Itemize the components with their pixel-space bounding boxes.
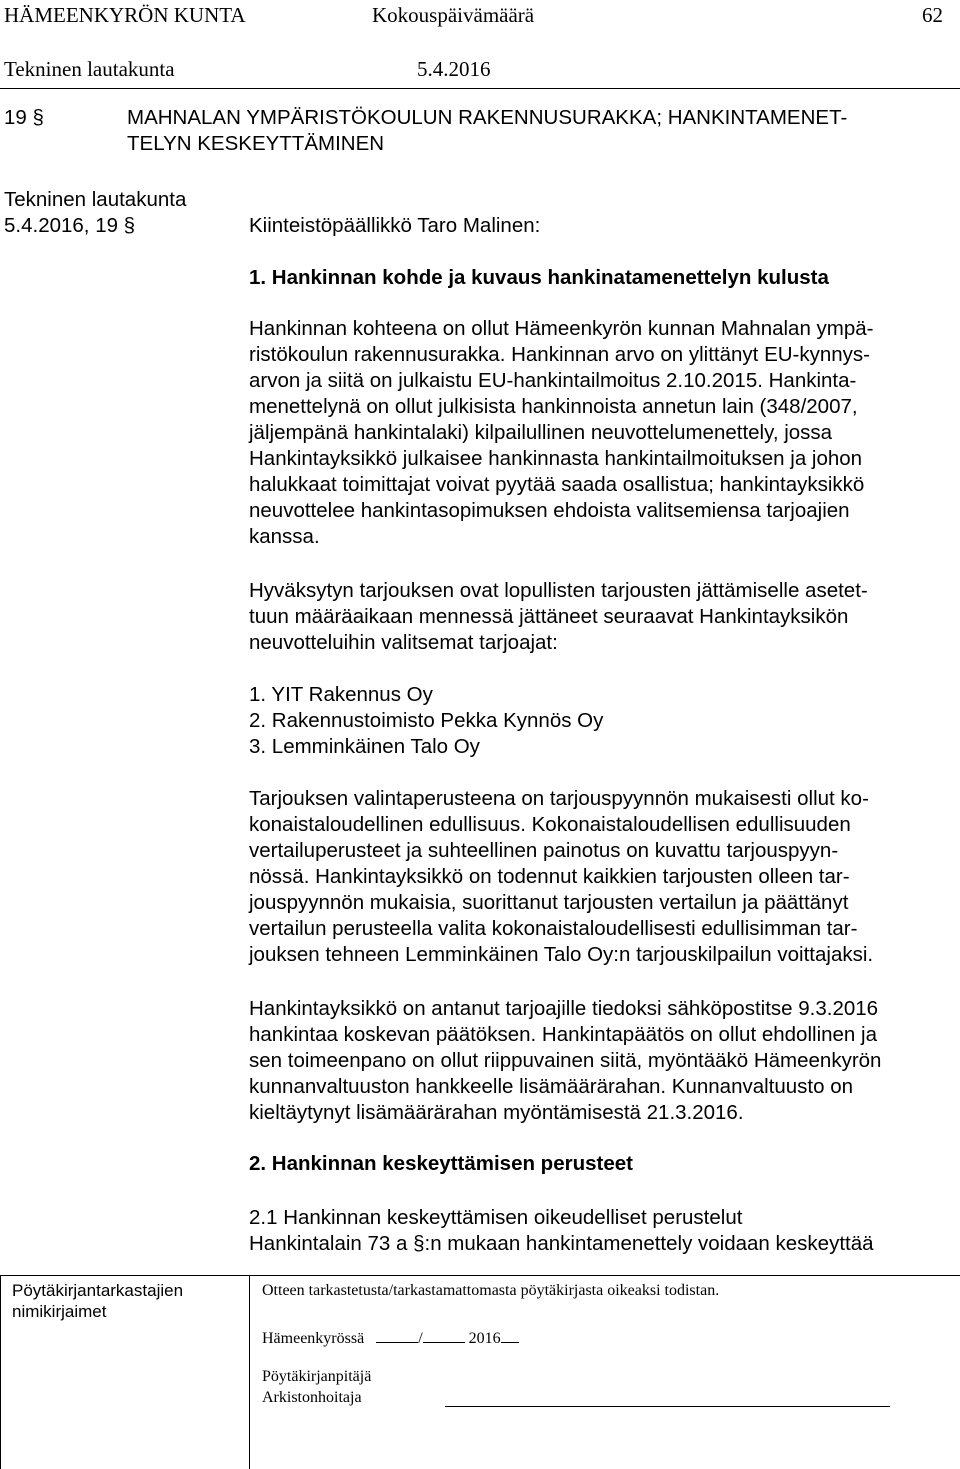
prior-committee: Tekninen lautakunta <box>4 188 187 211</box>
prior-reference: 5.4.2016, 19 § <box>4 214 136 237</box>
footer-top-rule <box>0 1275 960 1276</box>
paragraph-decision-notice: Hankintayksikkö on antanut tarjoajille tiedoksi sähköpostitse 9.3.2016 hankintaa koskevan päätöksen. Hankintapäätös on ollut ehdollinen ja sen toimeenpano on ollut riippuvainen siitä, myöntääkö Hämeenkyrön kunnanvaltuuston hankkeelle lisämäärärahan. Kunnanvaltuusto on kieltäytynyt lisämäärärahan myöntämisestä 21.3.2016. <box>249 997 882 1124</box>
header-divider <box>0 88 960 89</box>
footer-label-line-1: Pöytäkirjantarkastajien <box>12 1281 184 1300</box>
keeper-label-1: Pöytäkirjanpitäjä <box>262 1368 372 1385</box>
item-title-line-1: MAHNALAN YMPÄRISTÖKOULUN RAKENNUSURAKKA; HANKINTAMENET- <box>127 106 848 129</box>
certification-text: Otteen tarkastetusta/tarkastamattomasta pöytäkirjasta oikeaksi todistan. <box>262 1282 720 1299</box>
paragraph-bidders-intro: Hyväksytyn tarjouksen ovat lopullisten tarjousten jättämiselle asetet- tuun määräaikaan mennessä jättäneet seuraavat Hankintayksikön neuvotteluihin valitsemat tarjoajat: <box>249 579 868 654</box>
month-blank[interactable] <box>423 1325 465 1343</box>
keeper-label-2: Arkistonhoitaja <box>262 1389 362 1406</box>
footer-left-border <box>0 1275 1 1469</box>
presenter: Kiinteistöpäällikkö Taro Malinen: <box>249 214 541 237</box>
list-item: 1. YIT Rakennus Oy <box>249 683 433 706</box>
list-item: 2. Rakennustoimisto Pekka Kynnös Oy <box>249 709 604 732</box>
meeting-date: 5.4.2016 <box>417 57 491 81</box>
bidders-list <box>249 682 949 760</box>
committee-name: Tekninen lautakunta <box>4 57 175 81</box>
paragraph-procurement-description: Hankinnan kohteena on ollut Hämeenkyrön kunnan Mahnalan ympä- ristökoulun rakennusurakka. Hankinnan arvo on ylittänyt EU-kynnys- arvon ja siitä on julkaistu EU-hankintailmoitus 2.10.2015. Hankinta- menettelynä on ollut julkisista hankinnoista annetun lain (348/2007, jäljempänä hankintalaki) kilpailullinen neuvottelumenettely, jossa Hankintayksikkö julkaisee hankinnasta hankintailmoituksen ja johon halukkaat toimittajat voivat pyytää saada osallistua; hankintayksikkö neuvottelee hankintasopimuksen ehdoista valitsemiensa tarjoajien kanssa. <box>249 317 874 548</box>
footer-label-line-2: nimikirjaimet <box>12 1302 107 1321</box>
municipality-name: HÄMEENKYRÖN KUNTA <box>4 3 246 27</box>
footer-column-divider <box>249 1275 250 1469</box>
day-blank[interactable] <box>376 1325 418 1343</box>
signature-place-date: Hämeenkyrössä / 2016 <box>262 1325 519 1348</box>
item-title-line-2: TELYN KESKEYTTÄMINEN <box>127 132 385 155</box>
page-number: 62 <box>922 3 943 27</box>
list-item: 3. Lemminkäinen Talo Oy <box>249 735 480 758</box>
section-1-heading: 1. Hankinnan kohde ja kuvaus hankinatamenettelyn kulusta <box>249 266 829 289</box>
section-2-heading: 2. Hankinnan keskeyttämisen perusteet <box>249 1152 633 1175</box>
section-2-1-subheading: 2.1 Hankinnan keskeyttämisen oikeudelliset perustelut <box>249 1206 743 1229</box>
section-2-1-text: Hankintalain 73 a §:n mukaan hankintamenettely voidaan keskeyttää <box>249 1232 874 1255</box>
signature-line[interactable] <box>445 1406 890 1407</box>
date-label: Kokouspäivämäärä <box>372 3 535 27</box>
year-blank[interactable] <box>501 1325 519 1343</box>
item-number: 19 § <box>4 106 44 129</box>
paragraph-selection-criteria: Tarjouksen valintaperusteena on tarjouspyynnön mukaisesti ollut ko- konaistaloudellinen edullisuus. Kokonaistaloudellisen edullisuuden vertailuperusteet ja suhteellinen painotus on kuvattu tarjouspyyn- nössä. Hankintayksikkö on todennut kaikkien tarjousten olleen tar- jouspyynnön mukaisia, suorittanut tarjousten vertailun ja päättänyt vertailun perusteella valita kokonaistaloudellisesti edullisimman tar- jouksen tehneen Lemminkäinen Talo Oy:n tarjouskilpailun voittajaksi. <box>249 787 874 966</box>
